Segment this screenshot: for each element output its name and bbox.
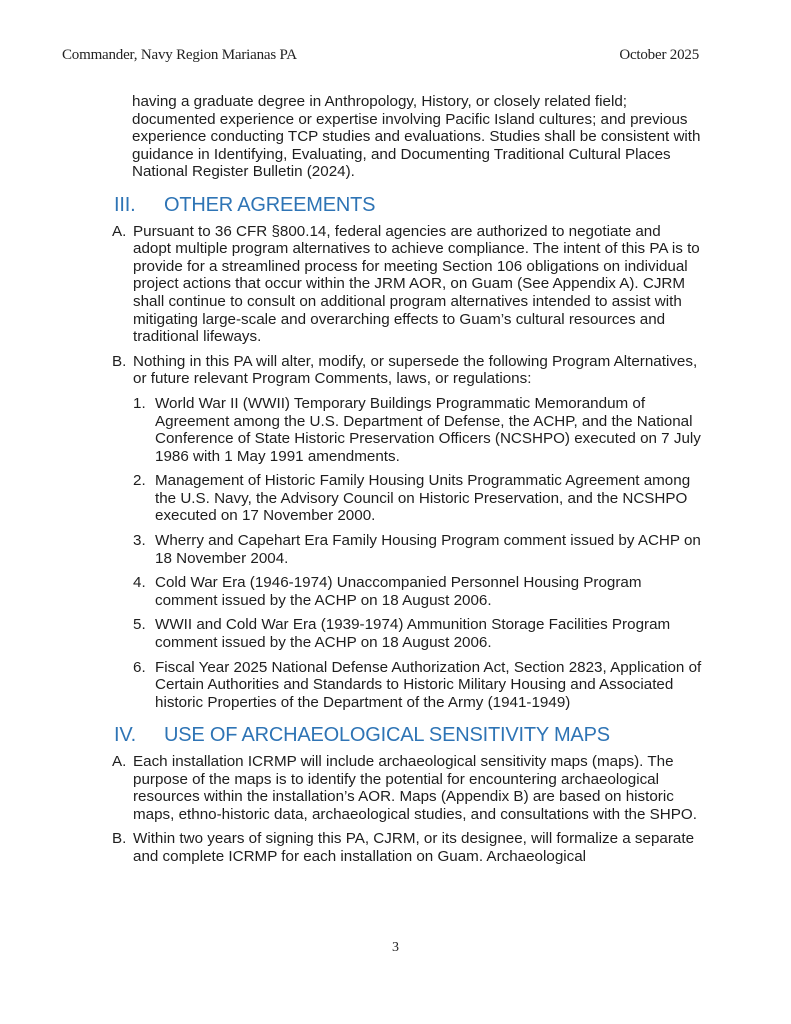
page-header [62, 47, 699, 64]
item-text: Nothing in this PA will alter, modify, or supersede the following Program Alternatives, or future relevant Program Comments, laws, or regulations: [133, 352, 698, 388]
sub-list-item [133, 659, 702, 712]
item-label: 1. [133, 394, 146, 412]
page-number: 3 [392, 940, 399, 955]
item-label: B. [112, 830, 127, 848]
sub-list-item [133, 395, 702, 465]
item-label: 3. [133, 532, 146, 550]
sub-list-item [133, 472, 702, 525]
section-title: OTHER AGREEMENTS [164, 193, 376, 216]
item-text: Management of Historic Family Housing Units Programmatic Agreement among the U.S. Navy, the Advisory Council on Historic Preservation, and the NCSHPO executed on 17 November 2000. [155, 472, 691, 525]
item-text: Cold War Era (1946-1974) Unaccompanied Personnel Housing Program comment issued by the ACHP on 18 August 2006. [155, 574, 642, 609]
item-text: Within two years of signing this PA, CJRM, or its designee, will formalize a separate and complete ICRMP for each installation on Guam. Archaeological [133, 830, 695, 865]
section-number: IV. [114, 724, 137, 747]
item-label: 5. [133, 616, 146, 634]
item-label: 2. [133, 472, 146, 490]
intro-paragraph: having a graduate degree in Anthropology, History, or closely related field; documented experience or expertise involving Pacific Island cultures; and previous experience conducting TCP studies and evaluations. Studies shall be consistent with guidance in Identifying, Evaluating, and Documenting Traditional Cultural Places National Register Bulletin (2024). [132, 93, 701, 181]
item-text: World War II (WWII) Temporary Buildings Programmatic Memorandum of Agreement among the U.S. Department of Defense, the ACHP, and the National Conference of State Historic Preservation Officers (NCSHPO) executed on 7 July 1986 with 1 May 1991 amendments. [155, 394, 701, 465]
sub-list-item [133, 616, 702, 651]
item-text: WWII and Cold War Era (1939-1974) Ammunition Storage Facilities Program comment issued by the ACHP on 18 August 2006. [155, 616, 671, 652]
item-label: 6. [133, 658, 146, 676]
item-label: A. [112, 753, 127, 770]
list-item [112, 223, 702, 346]
header-date: October 2025 [619, 47, 699, 63]
sub-list-item [133, 532, 702, 567]
item-text: Each installation ICRMP will include archaeological sensitivity maps (maps). The purpose of the maps is to identify the potential for encountering archaeological resources within the installation’s AOR. Maps (Appendix B) are based on historic maps, ethno-historic data, archaeological studies, and consultations with the SHPO. [133, 753, 697, 823]
item-label: 4. [133, 574, 146, 592]
item-text: Wherry and Capehart Era Family Housing Program comment issued by ACHP on 18 November 2004. [155, 532, 701, 567]
section-number: III. [114, 193, 136, 216]
header-organization: Commander, Navy Region Marianas PA [62, 47, 297, 63]
document-body [102, 93, 702, 873]
list-item [112, 353, 702, 388]
item-text: Pursuant to 36 CFR §800.14, federal agencies are authorized to negotiate and adopt multiple program alternatives to achieve compliance. The intent of this PA is to provide for a streamlined process for meeting Section 106 obligations on individual project actions that occur within the JRM AOR, on Guam (See Appendix A). CJRM shall continue to consult on additional program alternatives intended to assist with mitigating large-scale and overarching effects to Guam’s cultural resources and traditional lifeways. [133, 222, 700, 346]
item-label: B. [112, 352, 127, 370]
sub-list-item [133, 574, 702, 609]
section-heading-archaeological-maps [114, 724, 702, 747]
section-title: USE OF ARCHAEOLOGICAL SENSITIVITY MAPS [164, 724, 610, 747]
list-item [112, 830, 702, 865]
list-item [112, 753, 702, 823]
item-label: A. [112, 222, 127, 240]
item-text: Fiscal Year 2025 National Defense Authorization Act, Section 2823, Application of Certain Authorities and Standards to Historic Military Housing and Associated historic Properties of the Department of the Army (1941-1949) [155, 658, 702, 711]
section-heading-other-agreements [114, 193, 702, 216]
